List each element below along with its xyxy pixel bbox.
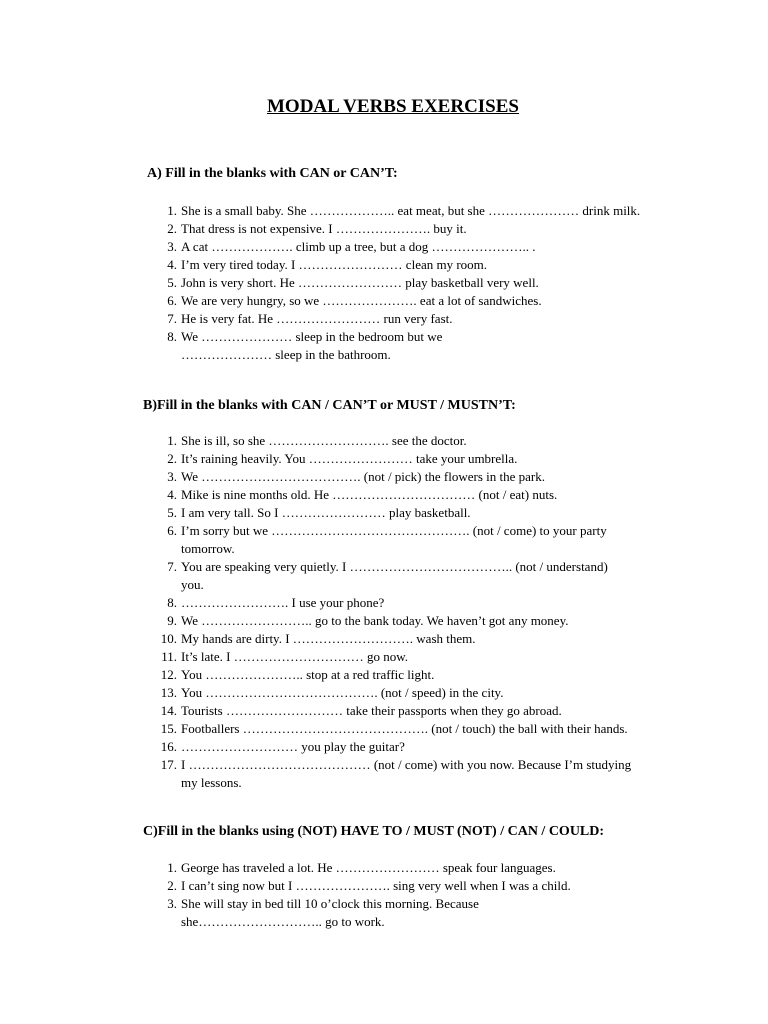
list-item: 4. I’m very tired today. I …………………… clean my room.	[167, 257, 488, 272]
list-item: 12. You ………………….. stop at a red traffic light.	[160, 667, 435, 682]
section-a-list	[167, 202, 661, 364]
list-item: 2. I can’t sing now but I …………………. sing very well when I was a child.	[167, 878, 571, 893]
list-item: 8. ……………………. I use your phone?	[167, 595, 385, 610]
list-item: 6. We are very hungry, so we …………………. eat a lot of sandwiches.	[167, 293, 542, 308]
list-item: 5. John is very short. He …………………… play basketball very well.	[167, 275, 539, 290]
list-item: 4. Mike is nine months old. He …………………………… (not / eat) nuts.	[167, 487, 558, 502]
section-c-heading: C)Fill in the blanks using (NOT) HAVE TO / MUST (NOT) / CAN / COULD:	[143, 824, 605, 839]
list-item: 7. You are speaking very quietly. I ……………………………….. (not / understand) you.	[167, 559, 608, 592]
list-item: 10. My hands are dirty. I ………………………. wash them.	[160, 631, 476, 646]
section-a-heading: A) Fill in the blanks with CAN or CAN’T:	[147, 166, 398, 181]
list-item: 13. You …………………………………. (not / speed) in the city.	[160, 685, 504, 700]
list-item: 7. He is very fat. He …………………… run very fast.	[167, 311, 453, 326]
list-item: 3. We ………………………………. (not / pick) the flowers in the park.	[167, 469, 545, 484]
list-item: 17. I …………………………………… (not / come) with you now. Because I’m studying my lessons.	[160, 757, 632, 790]
list-item: 11. It’s late. I ………………………… go now.	[161, 649, 408, 664]
list-item: 9. We …………………….. go to the bank today. We haven’t got any money.	[167, 613, 569, 628]
list-item: 1. George has traveled a lot. He …………………… speak four languages.	[167, 860, 556, 875]
list-item: 2. That dress is not expensive. I …………………. buy it.	[167, 221, 467, 236]
section-b-list	[160, 432, 671, 792]
list-item: 15. Footballers ……………………………………. (not / touch) the ball with their hands.	[160, 721, 628, 736]
page-title: MODAL VERBS EXERCISES	[266, 96, 519, 117]
list-item: 2. It’s raining heavily. You …………………… take your umbrella.	[167, 451, 518, 466]
list-item: 8. We ………………… sleep in the bedroom but we ………………… sleep in the bathroom.	[167, 329, 443, 362]
list-item: 3. A cat ………………. climb up a tree, but a dog ………………….. .	[167, 239, 536, 254]
section-b-heading: B)Fill in the blanks with CAN / CAN’T or MUST / MUSTN’T:	[143, 398, 516, 413]
list-item: 1. She is ill, so she ………………………. see the doctor.	[167, 433, 467, 448]
list-item: 6. I’m sorry but we ………………………………………. (not / come) to your party tomorrow.	[167, 523, 607, 556]
list-item: 14. Tourists ……………………… take their passports when they go abroad.	[160, 703, 562, 718]
list-item: 1. She is a small baby. She ……………….. eat meat, but she ………………… drink milk.	[167, 203, 641, 218]
list-item: 16. ……………………… you play the guitar?	[160, 739, 405, 754]
section-c-list	[167, 859, 651, 931]
list-item: 3. She will stay in bed till 10 o’clock this morning. Because she……………………….. go to work.	[167, 896, 479, 929]
list-item: 5. I am very tall. So I …………………… play basketball.	[167, 505, 471, 520]
